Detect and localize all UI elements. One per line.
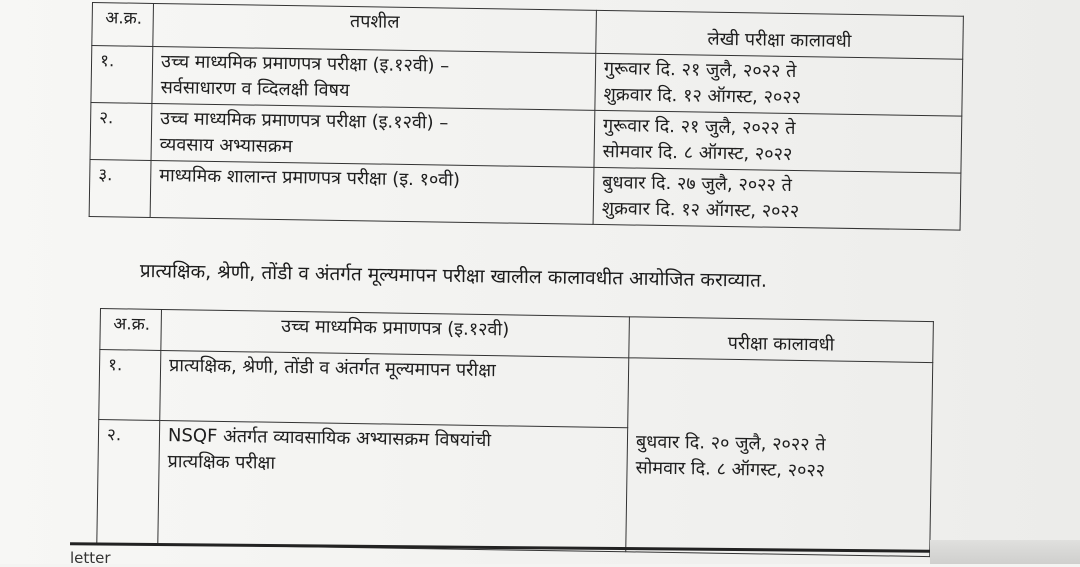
serial-cell: १. [91, 46, 153, 104]
details-cell [160, 350, 629, 427]
details-line-1: प्रात्यक्षिक, श्रेणी, तोंडी व अंतर्गत मूल्यमापन परीक्षा [168, 355, 496, 382]
serial-cell: २. [97, 419, 160, 544]
details-line-2: प्रात्यक्षिक परीक्षा [167, 451, 276, 474]
details-cell [152, 46, 596, 110]
period-header: परीक्षा कालावधी [629, 317, 934, 363]
details-line-2: सर्वसाधारण व व्दिलक्षी विषय [160, 77, 350, 102]
details-line-2: व्यवसाय अभ्यासक्रम [159, 134, 293, 158]
period-cell [593, 167, 961, 230]
written-exam-schedule-table [89, 2, 964, 231]
period-line-1: गुरूवार दि. २१ जुलै, २०२२ ते [602, 115, 796, 140]
serial-header: अ.क्र. [100, 309, 162, 351]
period-line-2: सोमवार दि. ८ ऑगस्ट, २०२२ [635, 456, 826, 481]
period-line-2: शुक्रवार दि. १२ ऑगस्ट, २०२२ [601, 198, 800, 223]
period-line-1: बुधवार दि. २७ जुलै, २०२२ ते [602, 172, 793, 197]
period-line-1: गुरूवार दि. २१ जुलै, २०२२ ते [603, 58, 797, 83]
serial-cell: २. [90, 102, 152, 160]
instruction-paragraph: प्रात्यक्षिक, श्रेणी, तोंडी व अंतर्गत मूल्यमापन परीक्षा खालील कालावधीत आयोजित कराव्यात. [139, 259, 768, 292]
period-cell [626, 358, 933, 557]
details-line-1: NSQF अंतर्गत व्यावसायिक अभ्यासक्रम विषयांची [167, 425, 492, 452]
details-line-1: माध्यमिक शालान्त प्रमाणपत्र परीक्षा (इ. १०वी) [159, 165, 461, 191]
serial-cell: १. [99, 350, 161, 421]
period-line-2: शुक्रवार दि. १२ ऑगस्ट, २०२२ [603, 84, 802, 109]
serial-cell: ३. [89, 159, 151, 217]
details-header: तपशील [153, 3, 597, 53]
details-cell [151, 103, 595, 167]
period-cell [594, 110, 962, 173]
period-line-1: बुधवार दि. २० जुलै, २०२२ ते [635, 430, 826, 455]
details-line-1: उच्च माध्यमिक प्रमाणपत्र परीक्षा (इ.१२वी) – [160, 51, 450, 77]
table-row [99, 350, 933, 433]
period-cell [595, 53, 963, 116]
details-cell [158, 420, 628, 551]
period-line-2: सोमवार दि. ८ ऑगस्ट, २०२२ [602, 141, 793, 166]
page-edge-shadow [930, 540, 1080, 564]
practical-exam-schedule-table [96, 308, 934, 557]
details-line-1: उच्च माध्यमिक प्रमाणपत्र परीक्षा (इ.१२वी) – [160, 108, 449, 134]
period-header: लेखी परीक्षा कालावधी [596, 10, 964, 59]
details-cell [150, 160, 594, 224]
details-header: उच्च माध्यमिक प्रमाणपत्र (इ.१२वी) [161, 309, 630, 357]
serial-header: अ.क्र. [92, 3, 154, 47]
footer-text: letter [70, 549, 111, 567]
